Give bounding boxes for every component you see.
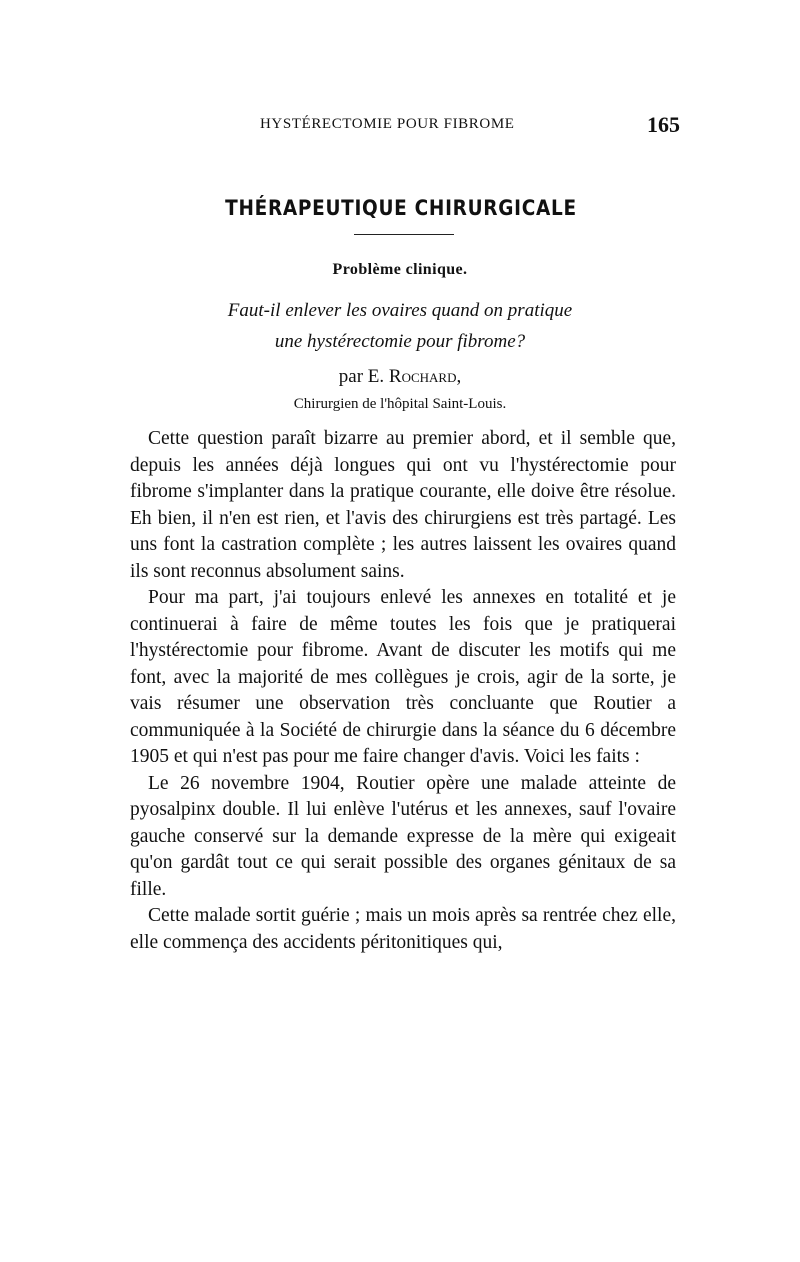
paragraph: Cette malade sortit guérie ; mais un mois après sa rentrée chez elle, elle commença des accidents péritonitiques qui, bbox=[130, 905, 676, 953]
title-rule bbox=[354, 234, 454, 235]
page-number: 165 bbox=[647, 112, 680, 137]
paragraph: Pour ma part, j'ai toujours enlevé les annexes en totalité et je continuerai à faire de même toutes les fois que je pratiquerai l'hystérectomie pour fibrome. Avant de discuter les motifs qui me font, avec la majorité de mes collègues je crois, agir de la sorte, je vais résumer une observation très concluante que Routier a communiquée à la Société de chirurgie dans la séance du 6 décembre 1905 et qui n'est pas pour me faire changer d'avis. Voici les faits : bbox=[130, 587, 676, 767]
paragraph: Le 26 novembre 1904, Routier opère une malade atteinte de pyosalpinx double. Il lui enlève l'utérus et les annexes, sauf l'ovaire gauche conservé sur la demande expresse de la mère qui exigeait qu'on gardât tout ce qui serait possible des organes génitaux de sa fille. bbox=[130, 772, 676, 900]
section-title: THÉRAPEUTIQUE CHIRURGICALE bbox=[225, 196, 577, 220]
author-affiliation: Chirurgien de l'hôpital Saint-Louis. bbox=[293, 396, 507, 412]
author-name: Rochard, bbox=[388, 366, 462, 387]
running-head bbox=[130, 112, 680, 138]
question-line-2: une hystérectomie pour fibrome? bbox=[274, 331, 526, 352]
paragraph: Cette question paraît bizarre au premier abord, et il semble que, depuis les années déjà longues qui ont vu l'hystérectomie pour fibrome s'implanter dans la pratique courante, elle doive être résolue. Eh bien, il n'en est rien, et l'avis des chirurgiens est très partagé. Les uns font la castration complète ; les autres laissent les ovaires quand ils sont reconnus absolument sains. bbox=[130, 428, 676, 582]
byline-prefix: par E. bbox=[338, 366, 389, 387]
running-title: HYSTÉRECTOMIE POUR FIBROME bbox=[260, 116, 515, 132]
body-text bbox=[130, 426, 676, 956]
question-line-1: Faut-il enlever les ovaires quand on pratique bbox=[227, 300, 573, 321]
article-question bbox=[0, 295, 800, 357]
subtitle: Problème clinique. bbox=[332, 261, 468, 278]
byline bbox=[0, 366, 800, 388]
